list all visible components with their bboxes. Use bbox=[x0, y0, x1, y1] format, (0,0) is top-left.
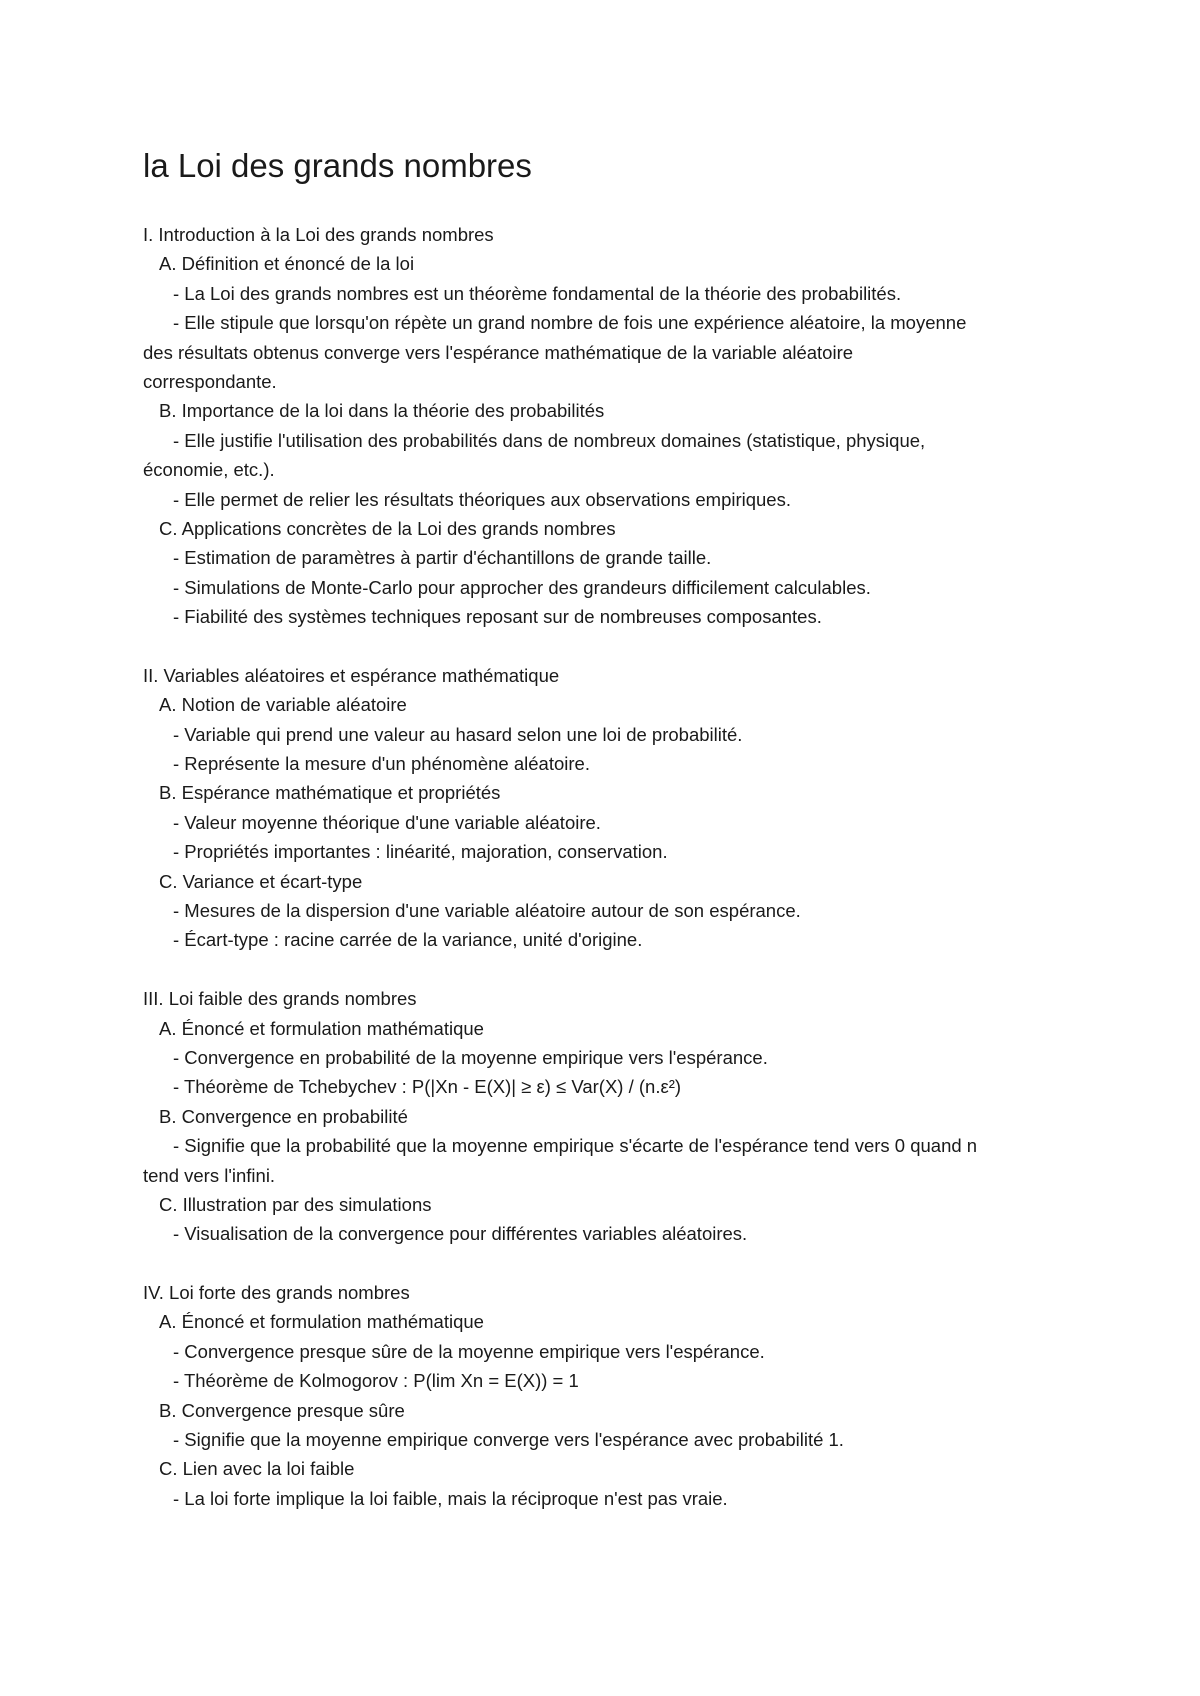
bullet-item: - Simulations de Monte-Carlo pour approcher des grandeurs difficilement calculables. bbox=[173, 576, 871, 598]
bullet-item: - Visualisation de la convergence pour différentes variables aléatoires. bbox=[173, 1223, 748, 1245]
section-spacer bbox=[143, 955, 1063, 984]
bullet-item: - Mesures de la dispersion d'une variable aléatoire autour de son espérance. bbox=[173, 899, 801, 921]
bullet-item: - Elle justifie l'utilisation des probabilités dans de nombreux domaines (statistique, physique, bbox=[173, 429, 926, 451]
subsection-heading: B. Importance de la loi dans la théorie des probabilités bbox=[159, 400, 605, 422]
bullet-item: - La Loi des grands nombres est un théorème fondamental de la théorie des probabilités. bbox=[173, 282, 902, 304]
section-heading: II. Variables aléatoires et espérance mathématique bbox=[143, 664, 560, 686]
subsection-heading: B. Convergence en probabilité bbox=[159, 1105, 408, 1127]
subsection-heading: B. Convergence presque sûre bbox=[159, 1399, 405, 1421]
bullet-item: - Théorème de Kolmogorov : P(lim Xn = E(X)) = 1 bbox=[173, 1370, 579, 1392]
bullet-item: - Estimation de paramètres à partir d'échantillons de grande taille. bbox=[173, 547, 712, 569]
outline-section bbox=[143, 984, 1063, 1249]
section-heading: III. Loi faible des grands nombres bbox=[143, 988, 417, 1010]
subsection-heading: A. Définition et énoncé de la loi bbox=[159, 253, 415, 275]
bullet-item: - Elle permet de relier les résultats théoriques aux observations empiriques. bbox=[173, 488, 791, 510]
bullet-item: - Variable qui prend une valeur au hasard selon une loi de probabilité. bbox=[173, 723, 743, 745]
bullet-item: - Signifie que la probabilité que la moyenne empirique s'écarte de l'espérance tend vers 0 quand n bbox=[173, 1135, 978, 1157]
bullet-item: - Théorème de Tchebychev : P(|Xn - E(X)| ≥ ε) ≤ Var(X) / (n.ε²) bbox=[173, 1076, 682, 1098]
bullet-item: - Signifie que la moyenne empirique converge vers l'espérance avec probabilité 1. bbox=[173, 1429, 844, 1451]
subsection-heading: A. Énoncé et formulation mathématique bbox=[159, 1017, 484, 1039]
bullet-item: - Elle stipule que lorsqu'on répète un grand nombre de fois une expérience aléatoire, la moyenne bbox=[173, 312, 967, 334]
section-heading: IV. Loi forte des grands nombres bbox=[143, 1282, 410, 1304]
bullet-item: - La loi forte implique la loi faible, mais la réciproque n'est pas vraie. bbox=[173, 1487, 728, 1509]
document-body bbox=[143, 220, 1063, 1513]
document-title: la Loi des grands nombres bbox=[143, 147, 532, 184]
outline-section bbox=[143, 220, 1063, 631]
bullet-item: - Représente la mesure d'un phénomène aléatoire. bbox=[173, 753, 590, 775]
section-spacer bbox=[143, 1249, 1063, 1278]
outline-section bbox=[143, 1278, 1063, 1513]
bullet-item-continuation: des résultats obtenus converge vers l'espérance mathématique de la variable aléatoire bbox=[143, 341, 854, 363]
subsection-heading: C. Illustration par des simulations bbox=[159, 1193, 432, 1215]
subsection-heading: C. Variance et écart-type bbox=[159, 870, 363, 892]
outline-section bbox=[143, 661, 1063, 955]
section-heading: I. Introduction à la Loi des grands nombres bbox=[143, 224, 494, 245]
subsection-heading: C. Applications concrètes de la Loi des grands nombres bbox=[159, 517, 616, 539]
bullet-item: - Écart-type : racine carrée de la variance, unité d'origine. bbox=[173, 929, 643, 951]
bullet-item: - Convergence en probabilité de la moyenne empirique vers l'espérance. bbox=[173, 1046, 768, 1068]
bullet-item: - Convergence presque sûre de la moyenne empirique vers l'espérance. bbox=[173, 1340, 765, 1362]
subsection-heading: C. Lien avec la loi faible bbox=[159, 1458, 355, 1480]
bullet-item-continuation: correspondante. bbox=[143, 370, 277, 392]
bullet-item: - Propriétés importantes : linéarité, majoration, conservation. bbox=[173, 841, 668, 863]
bullet-item: - Valeur moyenne théorique d'une variable aléatoire. bbox=[173, 811, 601, 833]
subsection-heading: A. Énoncé et formulation mathématique bbox=[159, 1311, 484, 1333]
bullet-item: - Fiabilité des systèmes techniques reposant sur de nombreuses composantes. bbox=[173, 606, 822, 628]
bullet-item-continuation: tend vers l'infini. bbox=[143, 1164, 276, 1186]
section-spacer bbox=[143, 631, 1063, 660]
subsection-heading: B. Espérance mathématique et propriétés bbox=[159, 782, 501, 804]
bullet-item-continuation: économie, etc.). bbox=[143, 459, 275, 481]
subsection-heading: A. Notion de variable aléatoire bbox=[159, 694, 407, 716]
